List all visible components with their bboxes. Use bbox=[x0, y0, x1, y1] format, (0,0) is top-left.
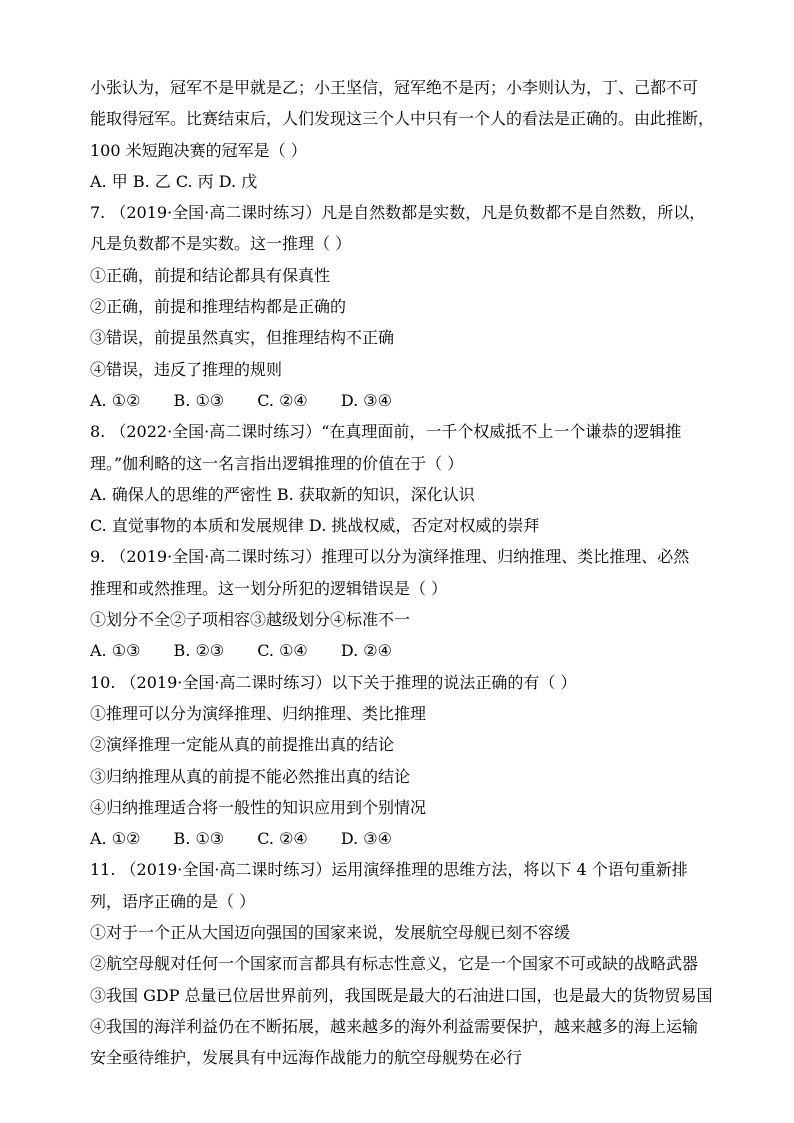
question-7 bbox=[90, 197, 710, 416]
question-10 bbox=[90, 667, 710, 855]
option-d: D. ③④ bbox=[340, 829, 392, 849]
question-11-item-4: ④我国的海洋利益仍在不断拓展，越来越多的海外利益需要保护，越来越多的海上运输 bbox=[90, 1016, 699, 1036]
question-6 bbox=[90, 72, 715, 197]
option-c: C. ②④ bbox=[257, 829, 308, 849]
option-b: B. ①③ bbox=[173, 390, 225, 410]
question-10-item-2: ②演绎推理一定能从真的前提推出真的结论 bbox=[90, 735, 395, 755]
question-7-item-4: ④错误，违反了推理的规则 bbox=[90, 359, 283, 379]
option-a: A. ①② bbox=[90, 390, 141, 410]
option-b: B. ①③ bbox=[173, 829, 225, 849]
question-8-options-ab: A. 确保人的思维的严密性 B. 获取新的知识，深化认识 bbox=[90, 484, 475, 504]
question-7-item-2: ②正确，前提和推理结构都是正确的 bbox=[90, 297, 347, 317]
question-7-item-3: ③错误，前提虽然真实，但推理结构不正确 bbox=[90, 328, 395, 348]
option-c: C. ②④ bbox=[257, 390, 308, 410]
question-9 bbox=[90, 541, 710, 666]
question-10-item-4: ④归纳推理适合将一般性的知识应用到个别情况 bbox=[90, 797, 427, 817]
question-6-line-1: 小张认为，冠军不是甲就是乙；小王坚信，冠军绝不是丙；小李则认为，丁、己都不可 bbox=[90, 78, 699, 97]
question-11-item-1: ①对于一个正从大国迈向强国的国家来说，发展航空母舰已刻不容缓 bbox=[90, 923, 571, 943]
question-8-options-cd: C. 直觉事物的本质和发展规律 D. 挑战权威，否定对权威的崇拜 bbox=[90, 516, 540, 536]
option-d: D. ③④ bbox=[340, 390, 392, 410]
question-8-line-1: 8. （2022·全国·高二课时练习）“在真理面前，一千个权威抵不上一个谦恭的逻辑推 bbox=[90, 422, 682, 442]
question-9-line-2: 推理和或然推理。这一划分所犯的逻辑错误是（ ） bbox=[90, 578, 448, 598]
question-6-options: A. 甲 B. 乙 C. 丙 D. 戊 bbox=[90, 171, 258, 191]
question-7-options bbox=[90, 385, 710, 416]
question-8 bbox=[90, 416, 710, 541]
option-b: B. ②③ bbox=[173, 641, 225, 661]
question-9-line-1: 9. （2019·全国·高二课时练习）推理可以分为演绎推理、归纳推理、类比推理、必然 bbox=[90, 547, 690, 567]
question-7-item-1: ①正确，前提和结论都具有保真性 bbox=[90, 265, 331, 285]
question-7-line-2: 凡是负数都不是实数。这一推理（ ） bbox=[90, 234, 352, 254]
document-page bbox=[90, 72, 715, 1074]
question-8-line-2: 理。”伽利略的这一名言指出逻辑推理的价值在于（ ） bbox=[90, 453, 464, 473]
question-11-line-2: 列，语序正确的是（ ） bbox=[90, 891, 256, 911]
question-10-item-1: ①推理可以分为演绎推理、归纳推理、类比推理 bbox=[90, 703, 427, 723]
question-6-line-2: 能取得冠军。比赛结束后，人们发现这三个人中只有一个人的看法是正确的。由此推断， bbox=[90, 109, 715, 129]
question-11-line-1: 11. （2019·全国·高二课时练习）运用演绎推理的思维方法，将以下 4 个语句重新排 bbox=[90, 860, 688, 880]
question-11-item-4-continued: 安全亟待维护，发展具有中远海作战能力的航空母舰势在必行 bbox=[90, 1048, 523, 1068]
option-a: A. ①② bbox=[90, 829, 141, 849]
question-9-item-1: ①划分不全②子项相容③越级划分④标准不一 bbox=[90, 610, 411, 630]
question-7-line-1: 7. （2019·全国·高二课时练习）凡是自然数都是实数，凡是负数都不是自然数，所以， bbox=[90, 203, 706, 223]
question-10-options bbox=[90, 823, 710, 854]
option-c: C. ①④ bbox=[257, 641, 308, 661]
question-10-line-1: 10. （2019·全国·高二课时练习）以下关于推理的说法正确的有（ ） bbox=[90, 672, 577, 692]
option-d: D. ②④ bbox=[340, 641, 392, 661]
question-11 bbox=[90, 854, 713, 1073]
question-9-options bbox=[90, 635, 710, 666]
option-a: A. ①③ bbox=[90, 641, 141, 661]
question-10-item-3: ③归纳推理从真的前提不能必然推出真的结论 bbox=[90, 766, 411, 786]
question-6-line-3: 100 米短跑决赛的冠军是（ ） bbox=[90, 140, 307, 160]
question-11-item-2: ②航空母舰对任何一个国家而言都具有标志性意义，它是一个国家不可或缺的战略武器 bbox=[90, 954, 699, 974]
question-11-item-3: ③我国 GDP 总量已位居世界前列，我国既是最大的石油进口国，也是最大的货物贸易国 bbox=[90, 985, 713, 1005]
